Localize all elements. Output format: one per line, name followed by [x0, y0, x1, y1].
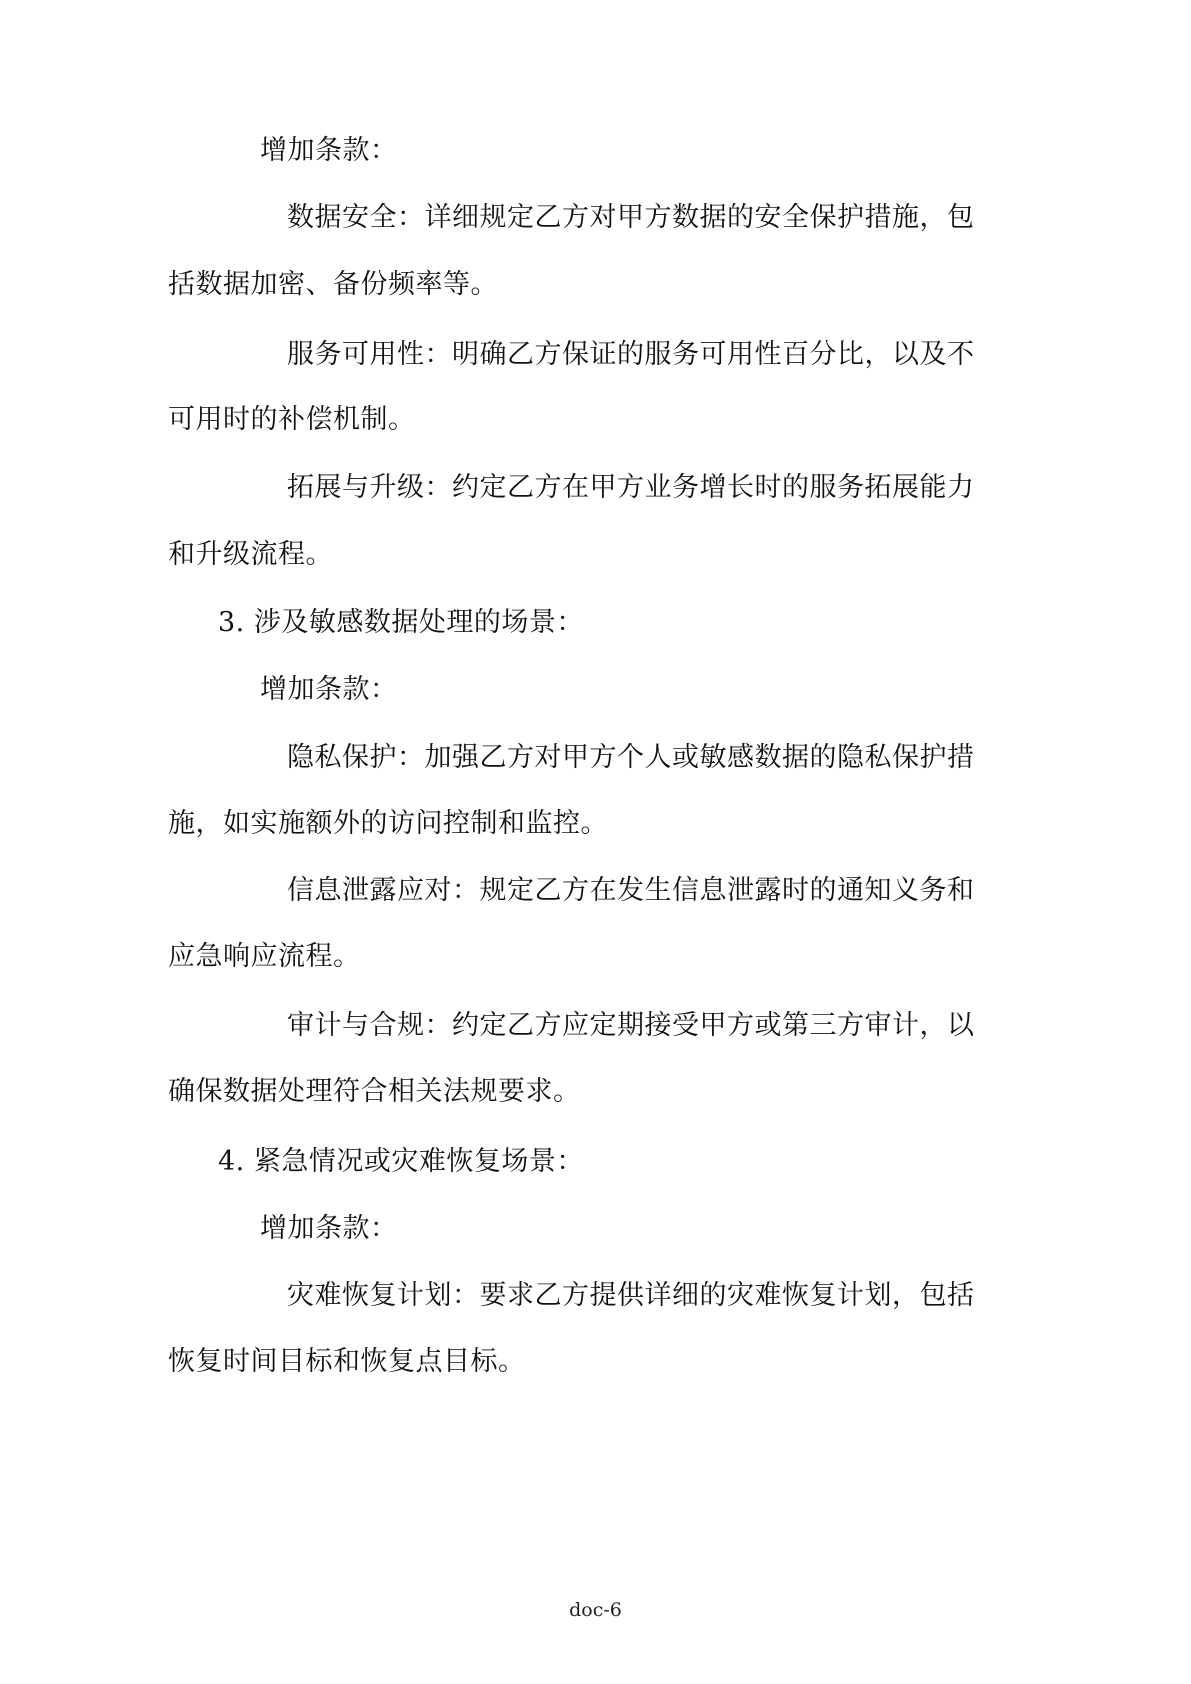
- paragraph-line: 隐私保护：加强乙方对甲方个人或敏感数据的隐私保护措: [287, 742, 975, 773]
- paragraph-line: 拓展与升级：约定乙方在甲方业务增长时的服务拓展能力: [287, 472, 975, 503]
- paragraph-line: 数据安全：详细规定乙方对甲方数据的安全保护措施，包: [287, 202, 975, 233]
- clause-heading: 增加条款：: [260, 674, 398, 705]
- paragraph-line: 括数据加密、备份频率等。: [168, 269, 498, 300]
- paragraph-line: 和升级流程。: [168, 539, 333, 570]
- paragraph-line: 服务可用性：明确乙方保证的服务可用性百分比，以及不: [287, 339, 975, 370]
- clause-heading: 增加条款：: [260, 1213, 398, 1244]
- paragraph-line: 审计与合规：约定乙方应定期接受甲方或第三方审计，以: [287, 1010, 975, 1041]
- section-heading: 3. 涉及敏感数据处理的场景：: [218, 607, 584, 638]
- clause-heading: 增加条款：: [260, 135, 398, 166]
- paragraph-line: 恢复时间目标和恢复点目标。: [168, 1346, 526, 1377]
- paragraph-line: 施，如实施额外的访问控制和监控。: [168, 808, 608, 839]
- paragraph-line: 信息泄露应对：规定乙方在发生信息泄露时的通知义务和: [287, 875, 975, 906]
- paragraph-line: 确保数据处理符合相关法规要求。: [168, 1076, 581, 1107]
- section-heading: 4. 紧急情况或灾难恢复场景：: [218, 1146, 584, 1177]
- paragraph-line: 应急响应流程。: [168, 941, 361, 972]
- page-number: doc-6: [569, 1599, 622, 1621]
- paragraph-line: 可用时的补偿机制。: [168, 404, 416, 435]
- paragraph-line: 灾难恢复计划：要求乙方提供详细的灾难恢复计划，包括: [287, 1280, 975, 1311]
